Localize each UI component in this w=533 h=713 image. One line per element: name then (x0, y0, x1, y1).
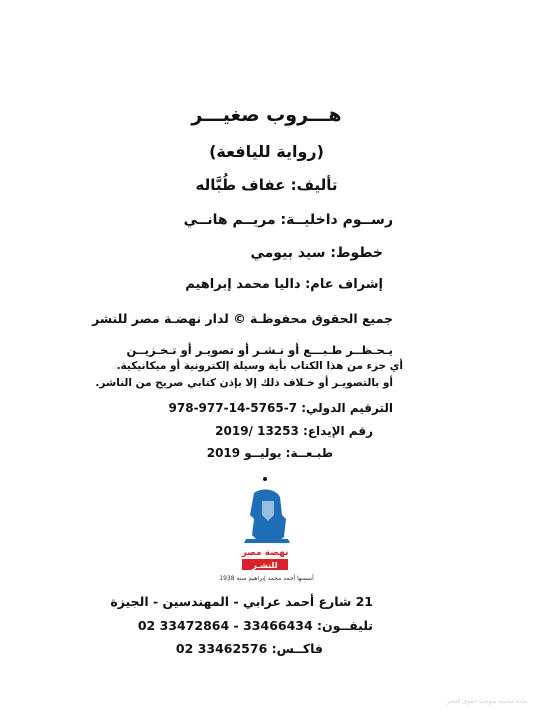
publisher-logo (232, 485, 298, 575)
author-credit: تأليف: عفاف طُبَّاله (195, 176, 338, 194)
warning-line-2: أي جزء من هذا الكتاب بأية وسيلة إلكترونية أو ميكانيكية. (116, 360, 403, 372)
logo-name-line2: للنشـر (252, 561, 278, 570)
warning-line-3: أو بالتصويـر أو خـلاف ذلك إلا بإذن كتابي صريح من الناشر. (95, 377, 393, 389)
separator-dot (263, 477, 267, 481)
warning-line-1: يـحـظــر طـبـــع أو نـشـر أو تصويـر أو تـخـزيــن (126, 343, 393, 357)
logo-caption: أسسها أحمد محمد إبراهيم سنة 1938 (219, 575, 314, 582)
book-subtitle: (رواية لليافعة) (209, 142, 324, 161)
logo-name-line1: نهضة مصر (241, 548, 289, 558)
book-title: هـــروب صغيـــر (191, 104, 342, 126)
isbn: الترقيم الدولي: 7-5765-14-977-978 (168, 401, 393, 415)
phone: تليفــون: 33466434 - 33472864 02 (137, 618, 373, 633)
fax: فاكــس: 33462576 02 (175, 641, 323, 656)
address: 21 شارع أحمد عرابي - المهندسين - الجيزة (110, 594, 373, 609)
rights-notice: جميع الحقوق محفوظـة © لدار نهضـة مصر للنشر (92, 311, 393, 326)
deposit-number: رقم الإيداع: 13253 /2019 (215, 424, 373, 438)
supervision-credit: إشراف عام: داليا محمد إبراهيم (185, 277, 383, 292)
watermark: مادة محمية بموجب حقوق النشر (446, 698, 527, 705)
illustrations-credit: رســوم داخليــة: مريــم هانــي (183, 212, 393, 228)
calligraphy-credit: خطوط: سيد بيومي (250, 245, 383, 261)
edition: طبـعــة: يوليــو 2019 (206, 446, 333, 460)
